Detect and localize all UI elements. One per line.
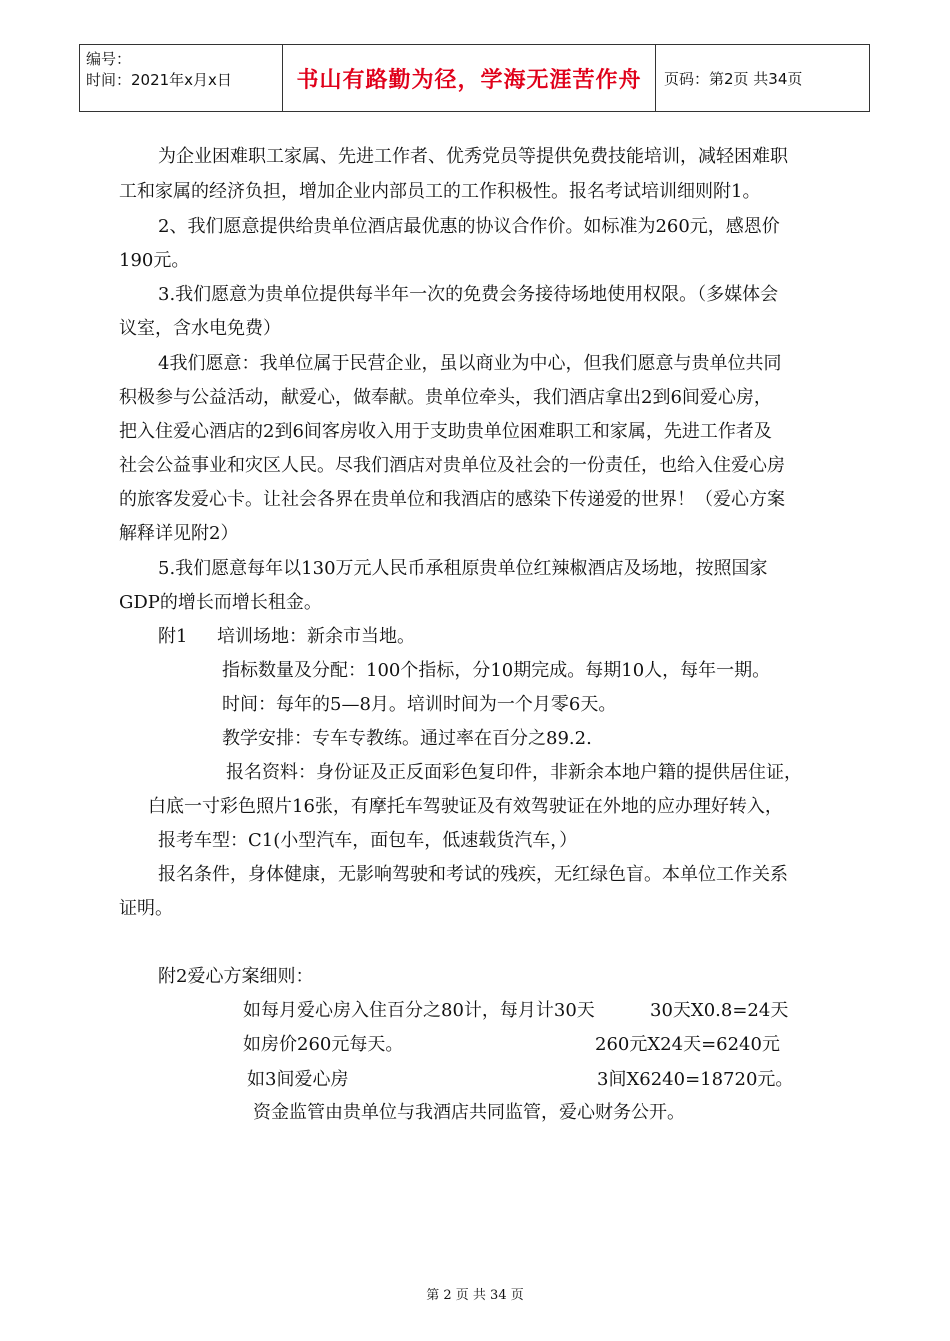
body-line: 解释详见附2） (119, 523, 239, 544)
appendix1-quota: 指标数量及分配：100个指标，分10期完成。每期10人，每年一期。 (222, 660, 771, 681)
appendix2-row-calc: 30天X0.8=24天 (650, 1000, 789, 1021)
appendix2-row-calc: 260元X24天=6240元 (595, 1034, 780, 1055)
appendix1-conditions: 报名条件，身体健康，无影响驾驶和考试的残疾，无红绿色盲。本单位工作关系 (158, 864, 788, 885)
header-time: 时间：2021年x月x日 (86, 71, 232, 89)
appendix2-row-calc: 3间X6240=18720元。 (597, 1069, 794, 1090)
appendix1-time: 时间：每年的5—8月。培训时间为一个月零6天。 (222, 694, 617, 715)
body-line: 5.我们愿意每年以130万元人民币承租原贵单位红辣椒酒店及场地，按照国家 (158, 558, 768, 579)
page-header (79, 44, 870, 112)
body-line: 2、我们愿意提供给贵单位酒店最优惠的协议合作价。如标准为260元，感恩价 (158, 216, 780, 237)
appendix1-materials: 报名资料：身份证及正反面彩色复印件，非新余本地户籍的提供居住证， (226, 762, 802, 783)
body-line: GDP的增长而增长租金。 (119, 592, 322, 613)
body-line: 工和家属的经济负担，增加企业内部员工的工作积极性。报名考试培训细则附1。 (119, 181, 761, 202)
appendix1-label: 附1 (158, 626, 188, 647)
header-number: 编号： (86, 50, 132, 68)
appendix2-row-desc: 如房价260元每天。 (243, 1034, 404, 1055)
page-footer: 第 2 页 共 34 页 (426, 1288, 524, 1303)
header-motto: 书山有路勤为径，学海无涯苦作舟 (283, 45, 656, 111)
appendix2-title: 附2爱心方案细则： (158, 966, 314, 987)
body-line: 议室，含水电免费） (119, 318, 281, 339)
appendix2-row-desc: 如3间爱心房 (247, 1069, 349, 1090)
body-line: 为企业困难职工家属、先进工作者、优秀党员等提供免费技能培训，减轻困难职 (158, 146, 788, 167)
appendix1-teaching: 教学安排：专车专教练。通过率在百分之89.2. (222, 728, 592, 749)
body-line: 社会公益事业和灾区人民。尽我们酒店对贵单位及社会的一份责任，也给入住爱心房 (119, 455, 785, 476)
appendix1-site: 培训场地：新余市当地。 (217, 626, 415, 647)
body-line: 190元。 (119, 250, 190, 271)
body-line: 4我们愿意：我单位属于民营企业，虽以商业为中心，但我们愿意与贵单位共同 (158, 353, 782, 374)
body-line: 的旅客发爱心卡。让社会各界在贵单位和我酒店的感染下传递爱的世界！（爱心方案 (119, 489, 785, 510)
header-meta (80, 45, 283, 111)
appendix1-vehicle-type: 报考车型：C1(小型汽车，面包车，低速载货汽车，） (158, 830, 578, 851)
body-line: 把入住爱心酒店的2到6间客房收入用于支助贵单位困难职工和家属，先进工作者及 (119, 421, 772, 442)
appendix2-row-desc: 如每月爱心房入住百分之80计，每月计30天 (243, 1000, 595, 1021)
appendix1-materials-cont: 白底一寸彩色照片16张，有摩托车驾驶证及有效驾驶证在外地的应办理好转入， (148, 796, 783, 817)
header-page-info: 页码：第2页 共34页 (664, 69, 803, 88)
appendix1-conditions-cont: 证明。 (119, 898, 173, 919)
body-line: 3.我们愿意为贵单位提供每半年一次的免费会务接待场地使用权限。（多媒体会 (158, 284, 779, 305)
body-line: 积极参与公益活动，献爱心，做奉献。贵单位牵头，我们酒店拿出2到6间爱心房， (119, 387, 772, 408)
appendix2-supervision: 资金监管由贵单位与我酒店共同监管，爱心财务公开。 (253, 1102, 685, 1123)
